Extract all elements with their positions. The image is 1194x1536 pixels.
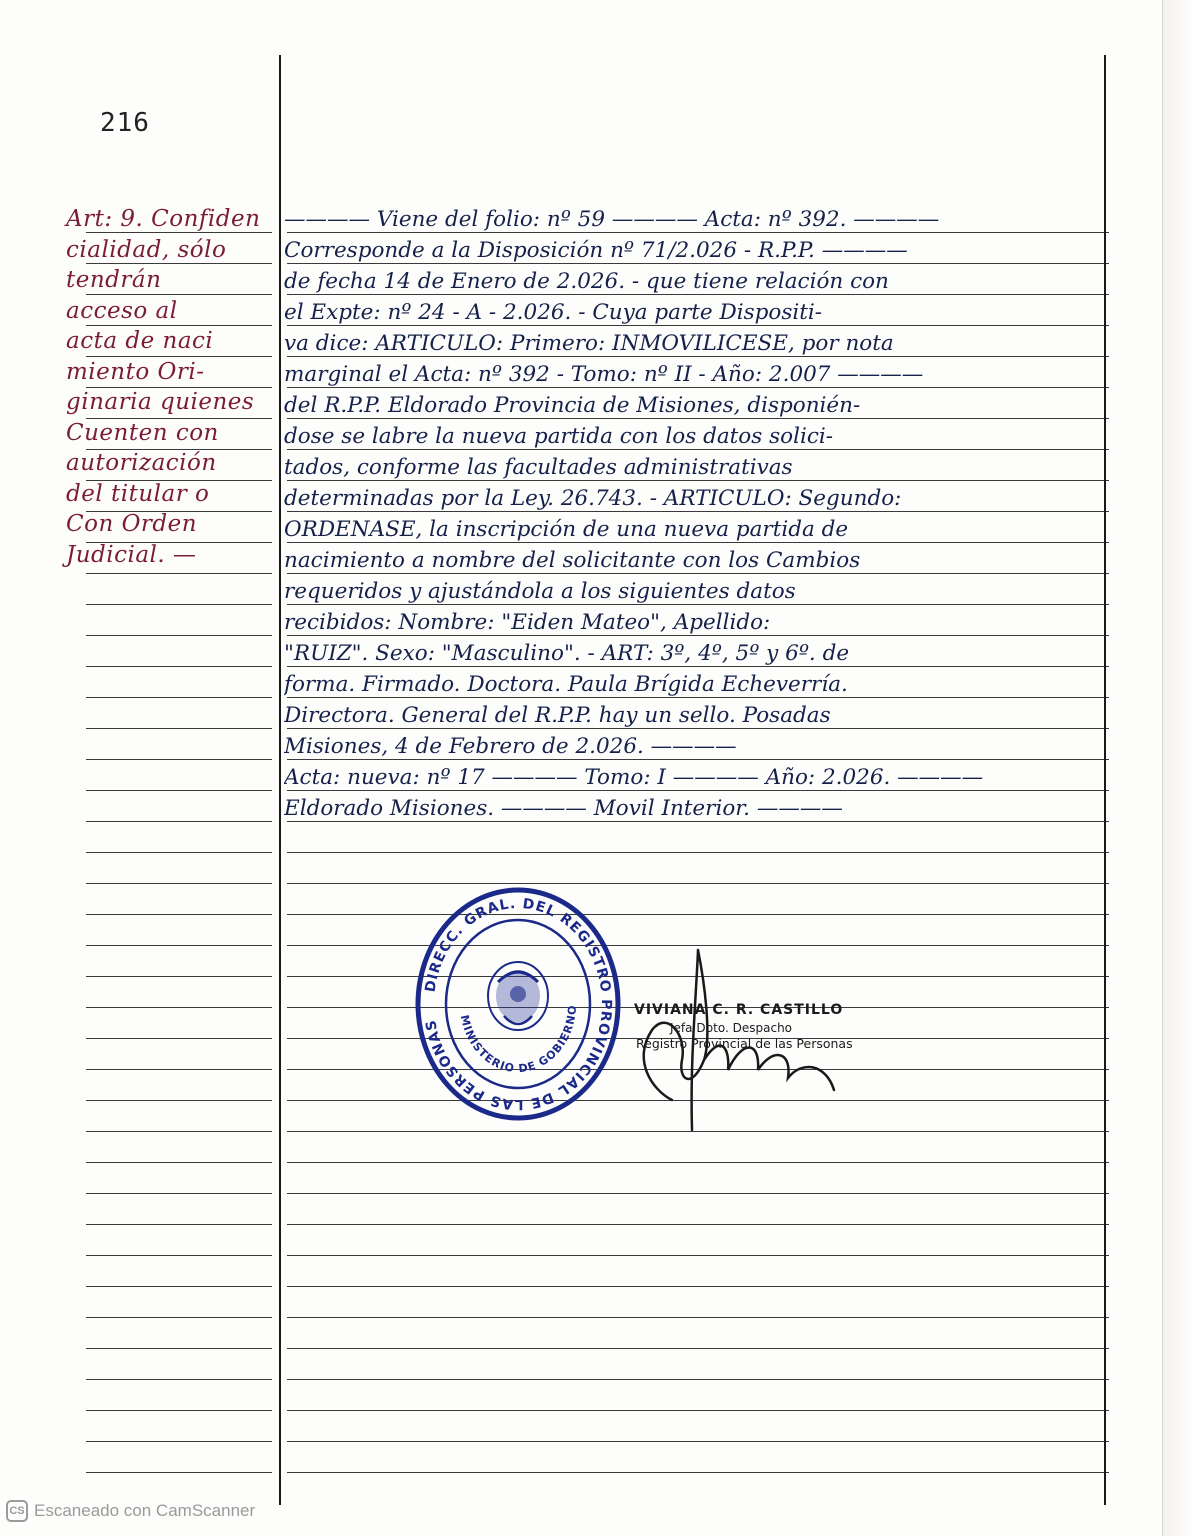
- record-line: ———— Viene del folio: nº 59 ———— Acta: nº 392. ————: [284, 207, 940, 232]
- record-line: Corresponde a la Disposición nº 71/2.026 - R.P.P. ————: [284, 238, 908, 263]
- scanner-watermark: [6, 1500, 255, 1522]
- record-line: Misiones, 4 de Febrero de 2.026. ————: [284, 734, 737, 759]
- margin-note-line: tendrán: [66, 267, 162, 293]
- margin-rule-line: [86, 1317, 272, 1318]
- margin-rule-line: [86, 1224, 272, 1225]
- body-rule-line: [287, 1224, 1109, 1225]
- margin-rule-line: [86, 666, 272, 667]
- record-line: Eldorado Misiones. ———— Movil Interior. ————: [284, 796, 843, 821]
- margin-rule-line: [86, 604, 272, 605]
- record-line: "RUIZ". Sexo: "Masculino". - ART: 3º, 4º, 5º y 6º. de: [284, 641, 850, 666]
- coat-of-arms-icon: [488, 962, 548, 1030]
- margin-rule-line: [86, 1131, 272, 1132]
- margin-rule-line: [86, 976, 272, 977]
- record-line: marginal el Acta: nº 392 - Tomo: nº II - Año: 2.007 ————: [284, 362, 924, 387]
- margin-rule-line: [86, 883, 272, 884]
- page-edge: [1162, 0, 1194, 1536]
- margin-rule-line: [86, 852, 272, 853]
- body-rule-line: [287, 1193, 1109, 1194]
- record-line: determinadas por la Ley. 26.743. - ARTICULO: Segundo:: [284, 486, 902, 511]
- stamp-inner-text: MINISTERIO DE GOBIERNO: [457, 1004, 580, 1076]
- body-rule-line: [287, 1379, 1109, 1380]
- margin-rule-line: [86, 821, 272, 822]
- record-line: ORDENASE, la inscripción de una nueva partida de: [284, 517, 849, 542]
- record-line: el Expte: nº 24 - A - 2.026. - Cuya parte Dispositi-: [284, 300, 823, 325]
- margin-note-line: autorización: [66, 450, 217, 476]
- margin-note-line: Cuenten con: [66, 419, 219, 446]
- record-line: tados, conforme las facultades administrativas: [284, 455, 793, 480]
- body-rule-line: [287, 883, 1109, 884]
- record-line: va dice: ARTICULO: Primero: INMOVILICESE, por nota: [284, 331, 894, 356]
- body-rule-line: [287, 1317, 1109, 1318]
- body-rule-line: [287, 1348, 1109, 1349]
- margin-note-line: Art: 9. Confiden: [66, 206, 261, 232]
- margin-rule-line: [86, 1038, 272, 1039]
- margin-rule-line: [86, 1162, 272, 1163]
- stamp-outer-text: DIRECC. GRAL. DEL REGISTRO PROVINCIAL DE LAS PERSONAS: [422, 895, 615, 1113]
- record-line: de fecha 14 de Enero de 2.026. - que tiene relación con: [284, 269, 889, 294]
- cs-logo-icon: CS: [6, 1500, 28, 1522]
- margin-note-line: del titular o: [66, 480, 210, 507]
- margin-rule-line: [86, 1069, 272, 1070]
- margin-rule-line: [86, 1007, 272, 1008]
- margin-rule-line: [86, 1193, 272, 1194]
- body-rule-line: [287, 1472, 1109, 1473]
- margin-rule-line: [86, 1286, 272, 1287]
- margin-rule-line: [86, 697, 272, 698]
- signature-office: Registro Provincial de las Personas: [636, 1036, 853, 1051]
- margin-rule-line: [86, 945, 272, 946]
- record-line: forma. Firmado. Doctora. Paula Brígida Echeverría.: [284, 672, 848, 697]
- margin-rule-line: [86, 728, 272, 729]
- record-line: Directora. General del R.P.P. hay un sello. Posadas: [284, 703, 831, 728]
- margin-note-line: cialidad, sólo: [66, 236, 227, 263]
- margin-note-line: acta de naci: [66, 328, 214, 354]
- margin-rule-line: [86, 1100, 272, 1101]
- margin-rule-line: [86, 635, 272, 636]
- body-rule-line: [287, 1286, 1109, 1287]
- margin-rule-line: [86, 1348, 272, 1349]
- body-rule-line: [287, 1410, 1109, 1411]
- scanner-text: Escaneado con CamScanner: [34, 1501, 256, 1520]
- margin-note-line: Con Orden: [66, 511, 198, 537]
- margin-note-line: ginaria quienes: [66, 389, 255, 415]
- record-line: dose se labre la nueva partida con los datos solici-: [284, 424, 834, 449]
- signature-role: Jefa Dpto. Despacho: [670, 1021, 793, 1035]
- margin-note-line: Judicial. —: [66, 541, 197, 568]
- margin-note-line: acceso al: [66, 297, 178, 324]
- margin-rule-line: [86, 914, 272, 915]
- margin-divider-line: [279, 55, 281, 1505]
- body-rule-line: [287, 1255, 1109, 1256]
- page-number: 216: [100, 108, 150, 138]
- margin-rule-line: [86, 1379, 272, 1380]
- margin-rule-line: [86, 790, 272, 791]
- signature-name: VIVIANA C. R. CASTILLO: [634, 1002, 844, 1018]
- record-line: recibidos: Nombre: "Eiden Mateo", Apellido:: [284, 610, 771, 635]
- body-rule-line: [287, 1162, 1109, 1163]
- record-line: requeridos y ajustándola a los siguientes datos: [284, 579, 796, 604]
- record-body: [284, 204, 1106, 824]
- margin-rule-line: [86, 1410, 272, 1411]
- margin-rule-line: [86, 759, 272, 760]
- official-stamp: [412, 884, 624, 1124]
- margin-note-line: miento Ori-: [66, 358, 205, 385]
- record-line: nacimiento a nombre del solicitante con los Cambios: [284, 548, 861, 573]
- margin-note: [66, 204, 278, 570]
- margin-rule-line: [86, 1441, 272, 1442]
- body-rule-line: [287, 1441, 1109, 1442]
- margin-rule-line: [86, 1255, 272, 1256]
- body-rule-line: [287, 852, 1109, 853]
- margin-rule-line: [86, 573, 272, 574]
- body-rule-line: [287, 914, 1109, 915]
- record-line: del R.P.P. Eldorado Provincia de Misiones, disponién-: [284, 393, 861, 418]
- margin-rule-line: [86, 1472, 272, 1473]
- record-line: Acta: nueva: nº 17 ———— Tomo: I ———— Año: 2.026. ————: [284, 765, 984, 790]
